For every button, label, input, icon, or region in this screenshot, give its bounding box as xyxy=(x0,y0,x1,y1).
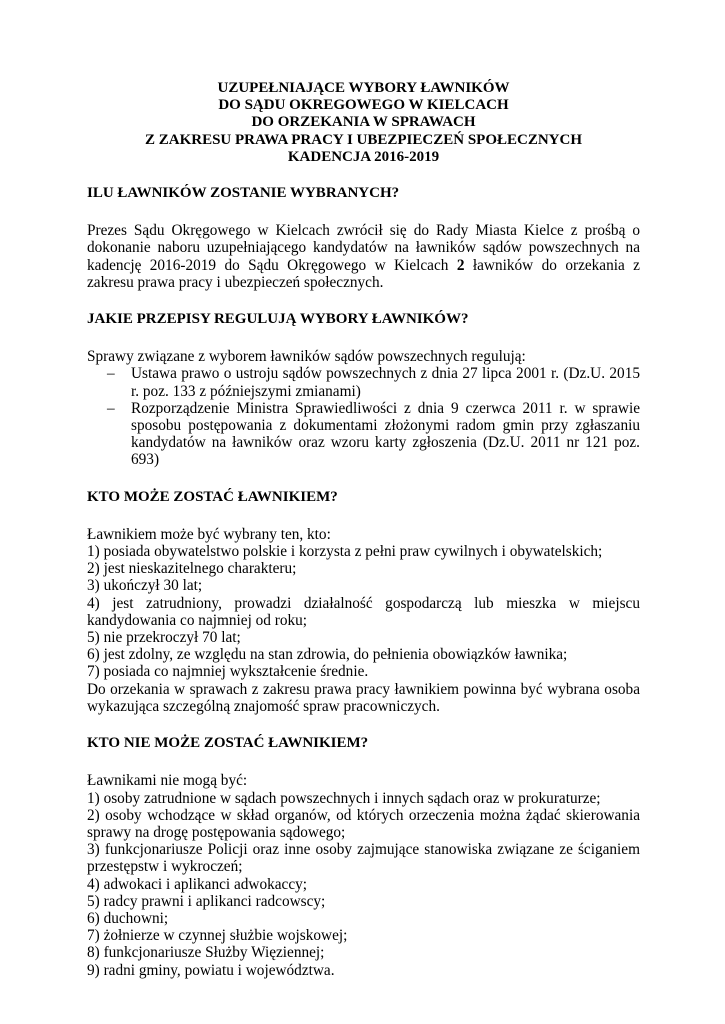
list-item: 3) ukończył 30 lat; xyxy=(87,577,203,595)
list-item: 4) adwokaci i aplikanci adwokaccy; xyxy=(87,875,308,893)
list-item: 2) osoby wchodzące w skład organów, od których orzeczenia można żądać skierowania sprawy na drogę postępowania sądowego; xyxy=(87,806,640,841)
section-3-closing: Do orzekania w sprawach z zakresu prawa pracy ławnikiem powinna być wybrana osoba wykazująca szczególną znajomość spraw pracowniczych. xyxy=(87,680,640,715)
section-1-count: 2 xyxy=(456,256,465,274)
list-item: 3) funkcjonariusze Policji oraz inne osoby zajmujące stanowiska związane ze ściganiem przestępstw i wykroczeń; xyxy=(87,841,640,876)
document-title xyxy=(87,80,640,166)
regulation-text: Ustawa prawo o ustroju sądów powszechnych z dnia 27 lipca 2001 r. (Dz.U. 2015 r. poz. 133 z późniejszymi zmianami) xyxy=(131,365,640,400)
section-1-text-before: Prezes Sądu Okręgowego w Kielcach zwrócił się do Rady Miasta Kielce z prośbą o dokonanie naboru uzupełniającego kandydatów na ławników sądów powszechnych na kadencję 2016-2019 do Sądu Okręgowego w Kielcach xyxy=(87,222,640,274)
list-item: 1) posiada obywatelstwo polskie i korzysta z pełni praw cywilnych i obywatelskich; xyxy=(87,543,603,561)
list-item: 2) jest nieskazitelnego charakteru; xyxy=(87,560,297,578)
title-line-1: UZUPEŁNIAJĄCE WYBORY ŁAWNIKÓW xyxy=(217,80,510,96)
section-1-heading: ILU ŁAWNIKÓW ZOSTANIE WYBRANYCH? xyxy=(87,185,400,202)
section-2-intro: Sprawy związane z wyborem ławników sądów powszechnych regulują: xyxy=(87,348,526,366)
list-item: 1) osoby zatrudnione w sądach powszechnych i innych sądach oraz w prokuraturze; xyxy=(87,789,601,807)
list-item: 5) nie przekroczył 70 lat; xyxy=(87,629,241,647)
section-1-paragraph xyxy=(87,222,640,291)
section-3-heading: KTO MOŻE ZOSTAĆ ŁAWNIKIEM? xyxy=(87,488,338,505)
document-page xyxy=(87,80,640,979)
list-item: 7) posiada co najmniej wykształcenie średnie. xyxy=(87,663,369,681)
list-item: 6) duchowni; xyxy=(87,909,169,927)
dash-bullet: – xyxy=(107,399,115,417)
list-item: 6) jest zdolny, ze względu na stan zdrowia, do pełnienia obowiązków ławnika; xyxy=(87,646,568,664)
title-line-3: DO ORZEKANIA W SPRAWACH xyxy=(251,114,476,131)
list-item: 9) radni gminy, powiatu i województwa. xyxy=(87,961,335,979)
list-item: 8) funkcjonariusze Służby Więziennej; xyxy=(87,944,325,962)
list-item: 4) jest zatrudniony, prowadzi działalność gospodarczą lub mieszka w miejscu kandydowania co najmniej od roku; xyxy=(87,594,640,629)
section-4-intro: Ławnikami nie mogą być: xyxy=(87,772,248,790)
regulations-list xyxy=(87,365,640,468)
list-item: 7) żołnierze w czynnej służbie wojskowej; xyxy=(87,927,348,945)
list-item: 5) radcy prawni i aplikanci radcowscy; xyxy=(87,892,326,910)
section-4-heading: KTO NIE MOŻE ZOSTAĆ ŁAWNIKIEM? xyxy=(87,735,369,752)
dash-bullet: – xyxy=(107,365,115,383)
section-3-intro: Ławnikiem może być wybrany ten, kto: xyxy=(87,525,331,543)
list-item xyxy=(87,400,640,469)
title-line-4: Z ZAKRESU PRAWA PRACY I UBEZPIECZEŃ SPOŁECZNYCH xyxy=(144,131,582,148)
section-1-text-after: ławników do orzekania z zakresu prawa pracy i ubezpieczeń społecznych. xyxy=(87,256,640,291)
regulation-text: Rozporządzenie Ministra Sprawiedliwości z dnia 9 czerwca 2011 r. w sprawie sposobu postępowania z dokumentami złożonymi radom gmin przy zgłaszaniu kandydatów na ławników oraz wzoru karty zgłoszenia (Dz.U. 2011 nr 121 poz. 693) xyxy=(131,399,640,469)
title-line-2: DO SĄDU OKREGOWEGO W KIELCACH xyxy=(218,97,509,114)
section-2-heading: JAKIE PRZEPISY REGULUJĄ WYBORY ŁAWNIKÓW? xyxy=(87,311,469,328)
list-item xyxy=(87,365,640,399)
title-line-5: KADENCJA 2016-2019 xyxy=(287,148,440,165)
